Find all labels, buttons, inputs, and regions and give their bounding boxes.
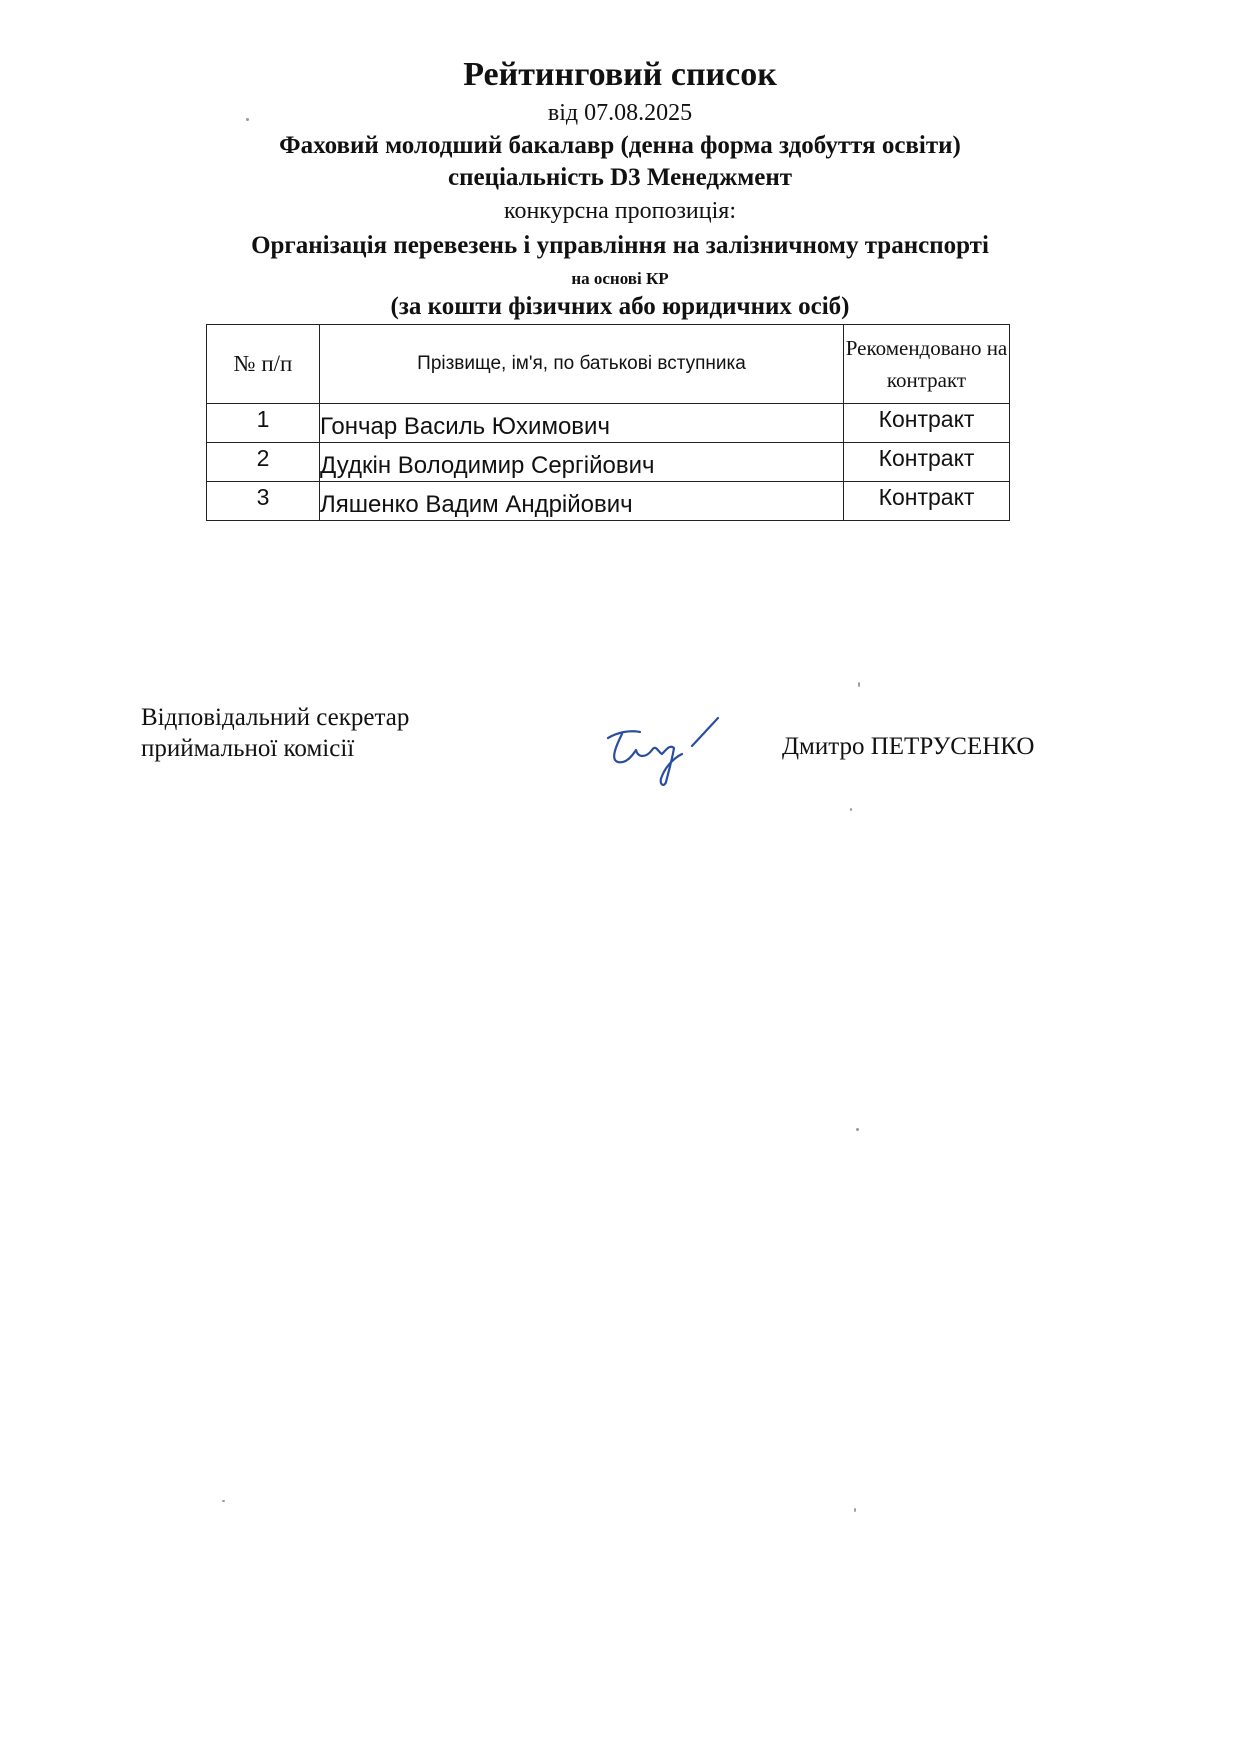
admission-basis: на основі КР [571, 269, 669, 288]
signatory-role [141, 702, 409, 764]
specialty: спеціальність D3 Менеджмент [447, 164, 793, 191]
recommendation: Контракт [844, 443, 1010, 482]
program-name: Організація перевезень і управління на залізничному транспорті [251, 232, 989, 259]
funding-source: (за кошти фізичних або юридичних осіб) [390, 293, 850, 320]
signatory-name: Дмитро ПЕТРУСЕНКО [782, 733, 1035, 760]
table-row [207, 482, 1010, 521]
row-number: 1 [207, 404, 320, 443]
scan-speck [856, 1128, 859, 1131]
row-number: 2 [207, 443, 320, 482]
proposal-label: конкурсна пропозиція: [504, 198, 736, 224]
row-number: 3 [207, 482, 320, 521]
signatory-role-line-2: приймальної комісії [141, 735, 355, 762]
scan-speck [246, 118, 249, 121]
applicant-name: Ляшенко Вадим Андрійович [320, 482, 844, 521]
scan-speck [850, 808, 852, 811]
signatory-role-line-1: Відповідальний секретар [141, 704, 410, 731]
applicant-name: Дудкін Володимир Сергійович [320, 443, 844, 482]
scan-speck [854, 1508, 856, 1512]
rating-table [206, 324, 1010, 521]
applicant-name: Гончар Василь Юхимович [320, 404, 844, 443]
handwritten-signature [600, 712, 730, 792]
education-level: Фаховий молодший бакалавр (денна форма здобуття освіти) [279, 132, 961, 159]
scan-speck [222, 1500, 225, 1502]
table-row [207, 443, 1010, 482]
column-header-number: № п/п [207, 325, 320, 404]
recommendation: Контракт [844, 482, 1010, 521]
table-row [207, 404, 1010, 443]
document-title: Рейтинговий список [463, 56, 777, 93]
table-header-row [207, 325, 1010, 404]
column-header-recommendation: Рекомендовано на контракт [844, 325, 1010, 404]
scan-speck [858, 682, 860, 687]
column-header-name: Прізвище, ім'я, по батькові вступника [320, 325, 844, 404]
document-date: від 07.08.2025 [547, 100, 693, 126]
recommendation: Контракт [844, 404, 1010, 443]
